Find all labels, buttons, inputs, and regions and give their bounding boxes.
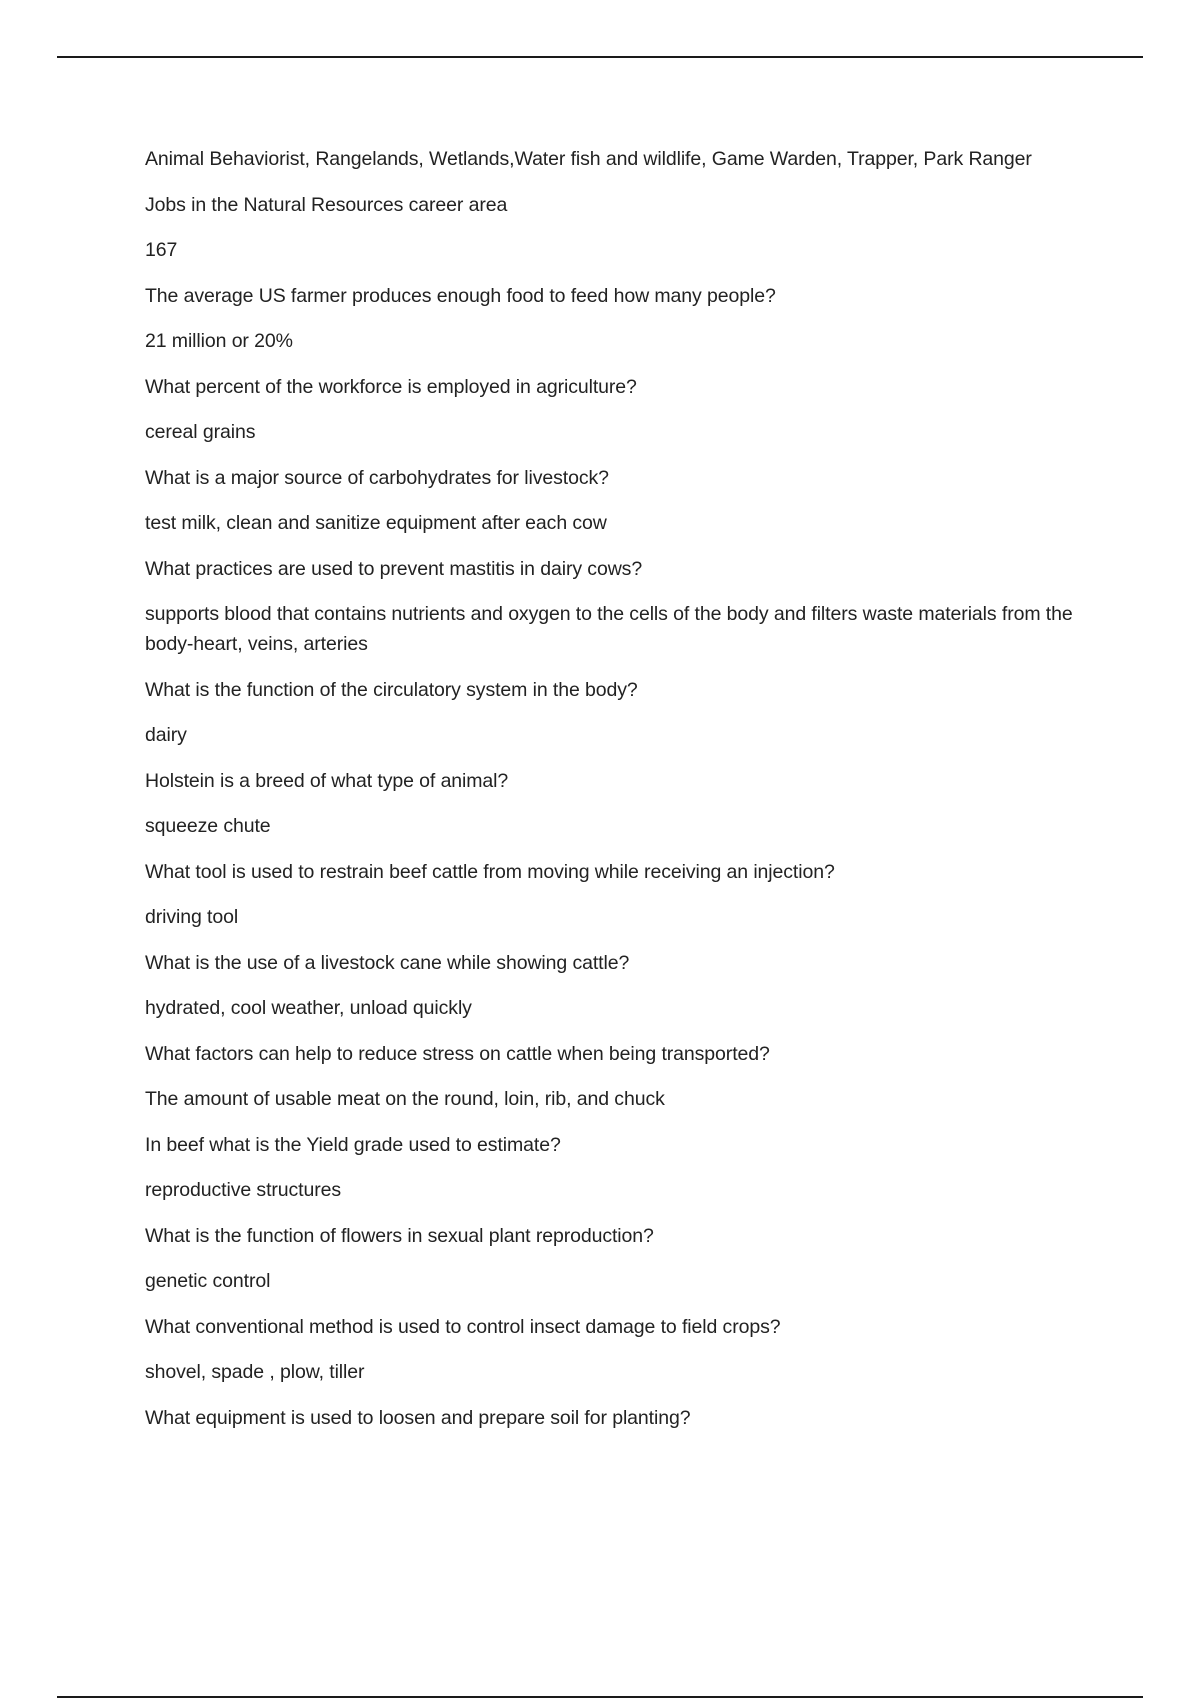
text-line: reproductive structures [145, 1179, 342, 1201]
text-line: hydrated, cool weather, unload quickly [145, 997, 472, 1019]
text-line: What percent of the workforce is employed in agriculture? [145, 375, 637, 398]
text-line: What tool is used to restrain beef cattle from moving while receiving an injection? [145, 860, 835, 883]
text-line: What is the function of the circulatory system in the body? [145, 678, 638, 701]
text-line: Animal Behaviorist, Rangelands, Wetlands,Water fish and wildlife, Game Warden, Trapper, Park Ranger [145, 148, 1032, 170]
text-line: Jobs in the Natural Resources career area [145, 193, 508, 216]
text-line: What practices are used to prevent mastitis in dairy cows? [145, 557, 643, 580]
text-line: genetic control [145, 1270, 271, 1292]
text-line: 167 [145, 239, 178, 261]
text-line: In beef what is the Yield grade used to estimate? [145, 1133, 561, 1156]
text-line: The average US farmer produces enough food to feed how many people? [145, 284, 776, 307]
text-line: cereal grains [145, 421, 256, 443]
text-line: supports blood that contains nutrients and oxygen to the cells of the body and filters waste materials from the body-heart, veins, arteries [145, 603, 1073, 655]
text-line: dairy [145, 724, 187, 746]
text-line: shovel, spade , plow, tiller [145, 1361, 365, 1383]
text-line: What is a major source of carbohydrates for livestock? [145, 466, 609, 489]
text-line: The amount of usable meat on the round, loin, rib, and chuck [145, 1088, 665, 1110]
text-line: 21 million or 20% [145, 330, 293, 352]
text-line: What conventional method is used to control insect damage to field crops? [145, 1315, 781, 1338]
text-line: What factors can help to reduce stress on cattle when being transported? [145, 1042, 770, 1065]
text-line: test milk, clean and sanitize equipment after each cow [145, 512, 607, 534]
text-line: driving tool [145, 906, 239, 928]
document-body [145, 144, 1085, 1448]
bottom-rule [57, 1696, 1143, 1698]
text-line: squeeze chute [145, 815, 271, 837]
text-line: What is the use of a livestock cane while showing cattle? [145, 951, 630, 974]
text-line: What equipment is used to loosen and prepare soil for planting? [145, 1406, 691, 1429]
top-rule [57, 56, 1143, 58]
text-line: Holstein is a breed of what type of animal? [145, 769, 509, 792]
text-line: What is the function of flowers in sexual plant reproduction? [145, 1224, 654, 1247]
